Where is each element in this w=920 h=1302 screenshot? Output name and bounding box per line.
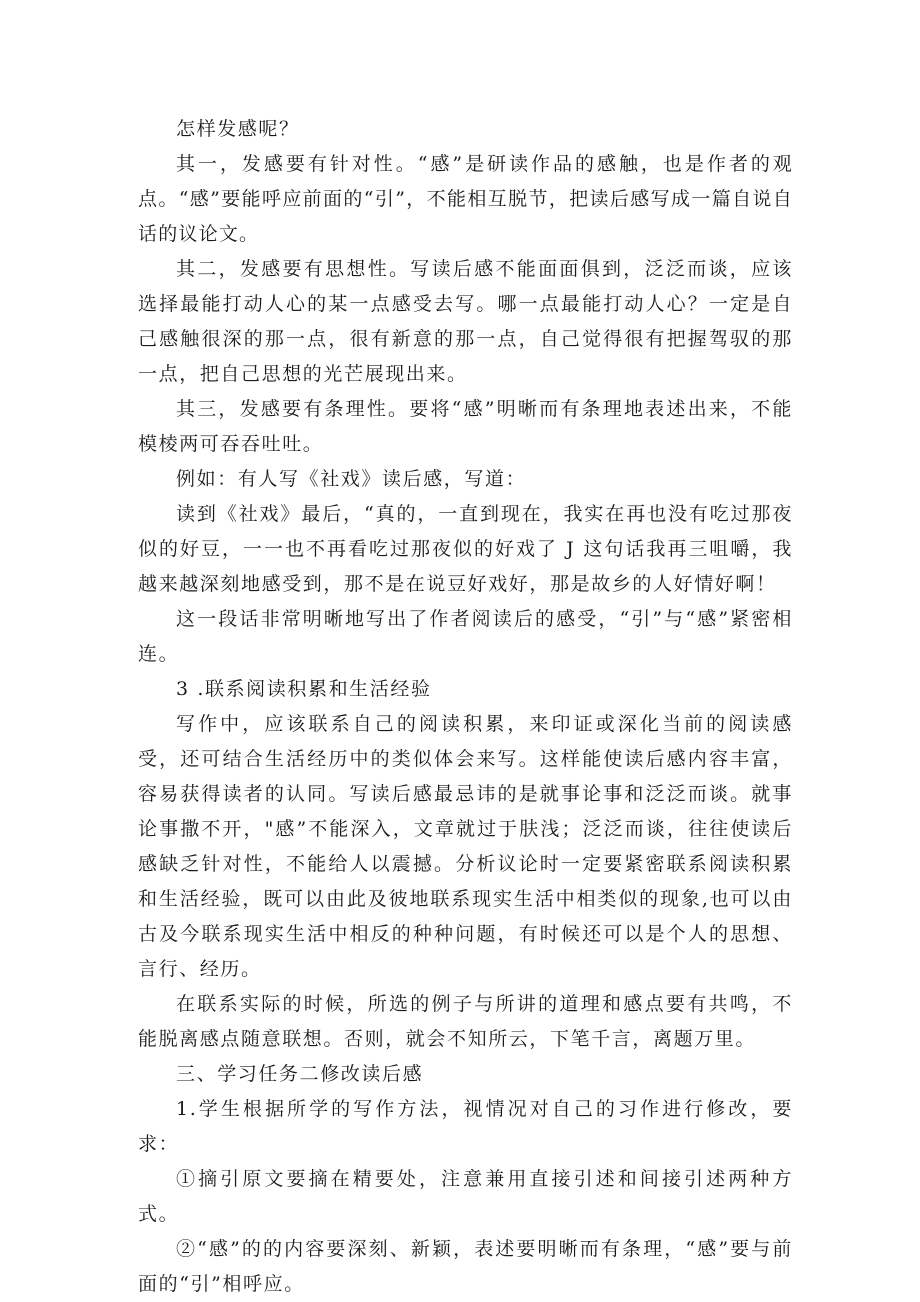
paragraph-question: 怎样发感呢？ (176, 118, 300, 140)
paragraph-connect-reality: 在联系实际的时候，所选的例子与所讲的道理和感点要有共鸣，不能脱离感点随意联想。否则，就会不知所云，下笔千言，离题万里。 (138, 993, 793, 1050)
document-body (138, 112, 793, 1302)
paragraph-example-quote: 读到《社戏》最后，“真的，一直到现在，我实在再也没有吃过那夜似的好豆，一一也不再看吃过那夜似的好戏了 J 这句话我再三咀嚼，我越来越深刻地感受到，那不是在说豆好戏好，那是故乡的人好情好啊！ (138, 503, 793, 595)
paragraph-requirement-two: ②“感”的的内容要深刻、新颖，表述要明晰而有条理，“感”要与前面的“引”相呼应。 (138, 1238, 793, 1295)
paragraph-point-three: 其三，发感要有条理性。要将“感”明晰而有条理地表述出来，不能模棱两可吞吞吐吐。 (138, 398, 793, 455)
paragraph-point-two: 其二，发感要有思想性。写读后感不能面面俱到，泛泛而谈，应该选择最能打动人心的某一点感受去写。哪一点最能打动人心？一定是自己感触很深的那一点，很有新意的那一点，自己觉得很有把握驾驭的那一点，把自己思想的光芒展现出来。 (138, 258, 793, 385)
paragraph-point-one: 其一，发感要有针对性。“感”是研读作品的感触，也是作者的观点。“感”要能呼应前面的“引”，不能相互脱节，把读后感写成一篇自说自话的议论文。 (138, 153, 793, 245)
section-heading-task-two: 三、学习任务二修改读后感 (176, 1063, 424, 1085)
paragraph-requirement-one: ①摘引原文要摘在精要处，注意兼用直接引述和间接引述两种方式。 (138, 1168, 793, 1225)
section-heading-3: 3 .联系阅读积累和生活经验 (176, 678, 432, 700)
paragraph-revise-instruction: 1.学生根据所学的写作方法，视情况对自己的习作进行修改，要求： (138, 1098, 793, 1155)
paragraph-example-comment: 这一段话非常明晰地写出了作者阅读后的感受，“引”与“感”紧密相连。 (138, 608, 793, 665)
paragraph-connect-experience: 写作中，应该联系自己的阅读积累，来印证或深化当前的阅读感受，还可结合生活经历中的类似体会来写。这样能使读后感内容丰富，容易获得读者的认同。写读后感最忌讳的是就事论事和泛泛而谈。就事论事撒不开，"感”不能深入，文章就过于肤浅；泛泛而谈，往往使读后感缺乏针对性，不能给人以震撼。分析议论时一定要紧密联系阅读积累和生活经验，既可以由此及彼地联系现实生活中相类似的现象,也可以由古及今联系现实生活中相反的种种问题，有时候还可以是个人的思想、言行、经历。 (138, 713, 793, 980)
paragraph-example-intro: 例如：有人写《社戏》读后感，写道： (176, 468, 527, 490)
